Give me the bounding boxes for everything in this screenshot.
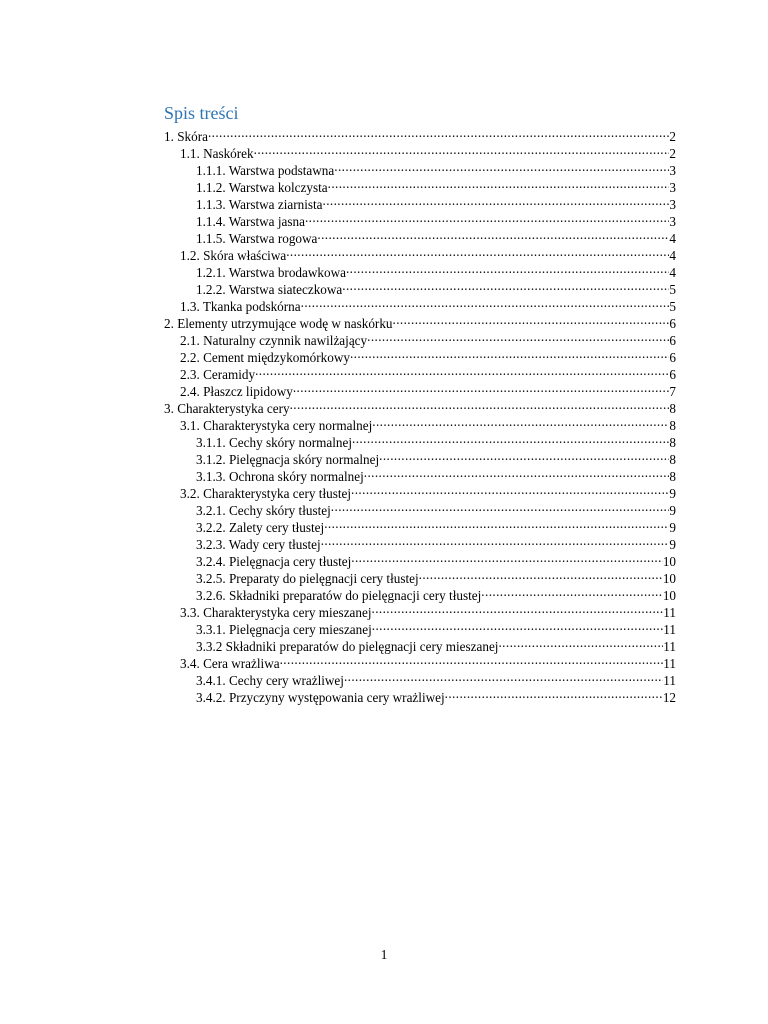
- toc-leader-dots: [328, 175, 670, 192]
- toc-leader-dots: [255, 362, 669, 379]
- toc-entry-label: 1.2.2. Warstwa siateczkowa: [196, 282, 343, 297]
- toc-entry-label: 2.3. Ceramidy: [180, 367, 256, 382]
- toc-leader-dots: [498, 634, 663, 651]
- toc-entry-label: 1.3. Tkanka podskórna: [180, 299, 301, 314]
- toc-entry-page: 6: [669, 350, 676, 365]
- toc-entry-page: 3: [669, 180, 676, 195]
- toc-leader-dots: [364, 464, 670, 481]
- toc-entry-label: 2.4. Płaszcz lipidowy: [180, 384, 293, 399]
- toc-leader-dots: [481, 583, 663, 600]
- toc-title: Spis treści: [164, 103, 239, 123]
- toc-entry-label: 3.4.2. Przyczyny występowania cery wrażliwej: [196, 690, 445, 705]
- toc-leader-dots: [317, 226, 669, 243]
- toc-entry-page: 3: [669, 214, 676, 229]
- toc-entry-page: 8: [669, 401, 676, 416]
- toc-entry-label: 3.1.1. Cechy skóry normalnej: [196, 435, 353, 450]
- toc-leader-dots: [323, 192, 670, 209]
- toc-entry-label: 3.3.1. Pielęgnacja cery mieszanej: [196, 622, 372, 637]
- toc-entry-page: 6: [669, 316, 676, 331]
- toc-entry-page: 6: [669, 367, 676, 382]
- toc-leader-dots: [419, 566, 663, 583]
- toc-leader-dots: [372, 617, 664, 634]
- toc-entry-label: 3.2.2. Zalety cery tłustej: [196, 520, 325, 535]
- toc-entry-page: 9: [669, 537, 676, 552]
- page-number: 1: [380, 947, 388, 962]
- table-of-contents: [164, 124, 676, 705]
- toc-leader-dots: [334, 158, 669, 175]
- toc-entry-label: 3.2. Charakterystyka cery tłustej: [180, 486, 352, 501]
- toc-leader-dots: [280, 651, 664, 668]
- toc-entry-label: 1.1. Naskórek: [180, 146, 254, 161]
- toc-entry-page: 4: [669, 265, 676, 280]
- toc-entry[interactable]: [164, 124, 676, 144]
- toc-entry-label: 1.1.1. Warstwa podstawna: [196, 163, 335, 178]
- toc-entry-page: 3: [669, 197, 676, 212]
- toc-entry-label: 1.1.4. Warstwa jasna: [196, 214, 305, 229]
- toc-entry-label: 1.1.3. Warstwa ziarnista: [196, 197, 323, 212]
- toc-entry-page: 12: [662, 690, 676, 705]
- toc-leader-dots: [286, 243, 669, 260]
- toc-entry-page: 3: [669, 163, 676, 178]
- toc-entry-label: 3.4. Cera wrażliwa: [180, 656, 280, 671]
- toc-entry-page: 7: [669, 384, 676, 399]
- toc-entry-page: 4: [669, 231, 676, 246]
- toc-entry-page: 10: [662, 554, 676, 569]
- toc-leader-dots: [254, 141, 670, 158]
- toc-entry-page: 8: [669, 452, 676, 467]
- toc-entry-label: 1.1.5. Warstwa rogowa: [196, 231, 318, 246]
- toc-entry-label: 3.2.5. Preparaty do pielęgnacji cery tłustej: [196, 571, 419, 586]
- toc-entry-page: 10: [662, 588, 676, 603]
- toc-leader-dots: [208, 124, 669, 141]
- toc-entry-page: 8: [669, 435, 676, 450]
- toc-leader-dots: [301, 294, 670, 311]
- toc-leader-dots: [293, 379, 670, 396]
- toc-entry-label: 2.2. Cement międzykomórkowy: [180, 350, 350, 365]
- toc-entry-label: 3.3. Charakterystyka cery mieszanej: [180, 605, 372, 620]
- toc-entry-label: 3.1. Charakterystyka cery normalnej: [180, 418, 373, 433]
- toc-entry-page: 4: [669, 248, 676, 263]
- toc-entry-page: 9: [669, 503, 676, 518]
- toc-entry-label: 3.1.3. Ochrona skóry normalnej: [196, 469, 364, 484]
- toc-leader-dots: [290, 396, 670, 413]
- toc-leader-dots: [324, 515, 669, 532]
- toc-entry-page: 9: [669, 520, 676, 535]
- toc-entry-label: 1.2. Skóra właściwa: [180, 248, 287, 263]
- toc-leader-dots: [372, 413, 669, 430]
- toc-leader-dots: [352, 430, 669, 447]
- toc-entry-page: 11: [663, 673, 676, 688]
- toc-entry-page: 6: [669, 333, 676, 348]
- toc-entry-label: 3. Charakterystyka cery: [164, 401, 290, 416]
- toc-leader-dots: [351, 481, 669, 498]
- toc-leader-dots: [350, 345, 669, 362]
- toc-leader-dots: [342, 277, 669, 294]
- toc-leader-dots: [344, 668, 663, 685]
- toc-entry-page: 2: [669, 146, 676, 161]
- toc-entry-label: 3.4.1. Cechy cery wrażliwej: [196, 673, 344, 688]
- toc-entry-page: 9: [669, 486, 676, 501]
- toc-entry-label: 3.1.2. Pielęgnacja skóry normalnej: [196, 452, 380, 467]
- toc-leader-dots: [351, 549, 663, 566]
- toc-entry-page: 5: [669, 299, 676, 314]
- toc-entry-page: 11: [663, 605, 676, 620]
- toc-entry[interactable]: [164, 141, 676, 161]
- toc-entry-page: 8: [669, 418, 676, 433]
- toc-leader-dots: [367, 328, 669, 345]
- toc-leader-dots: [445, 685, 663, 702]
- toc-entry-label: 3.2.1. Cechy skóry tłustej: [196, 503, 331, 518]
- toc-entry-label: 1.2.1. Warstwa brodawkowa: [196, 265, 346, 280]
- toc-leader-dots: [379, 447, 669, 464]
- toc-entry-label: 3.3.2 Składniki preparatów do pielęgnacji cery mieszanej: [196, 639, 499, 654]
- toc-entry-label: 2. Elementy utrzymujące wodę w naskórku: [164, 316, 393, 331]
- toc-entry-page: 5: [669, 282, 676, 297]
- toc-entry-page: 2: [669, 129, 676, 144]
- toc-entry-page: 10: [662, 571, 676, 586]
- toc-entry-page: 11: [663, 622, 676, 637]
- toc-entry-label: 3.2.3. Wady cery tłustej: [196, 537, 321, 552]
- toc-entry-label: 3.2.4. Pielęgnacja cery tłustej: [196, 554, 352, 569]
- toc-leader-dots: [393, 311, 670, 328]
- toc-entry-label: 3.2.6. Składniki preparatów do pielęgnacji cery tłustej: [196, 588, 482, 603]
- toc-leader-dots: [372, 600, 664, 617]
- toc-leader-dots: [331, 498, 670, 515]
- toc-entry-page: 11: [663, 656, 676, 671]
- toc-entry-label: 2.1. Naturalny czynnik nawilżający: [180, 333, 368, 348]
- toc-leader-dots: [346, 260, 669, 277]
- toc-entry-label: 1. Skóra: [164, 129, 208, 144]
- toc-leader-dots: [305, 209, 669, 226]
- toc-leader-dots: [321, 532, 670, 549]
- toc-entry-page: 8: [669, 469, 676, 484]
- toc-entry-page: 11: [663, 639, 676, 654]
- toc-entry-label: 1.1.2. Warstwa kolczysta: [196, 180, 328, 195]
